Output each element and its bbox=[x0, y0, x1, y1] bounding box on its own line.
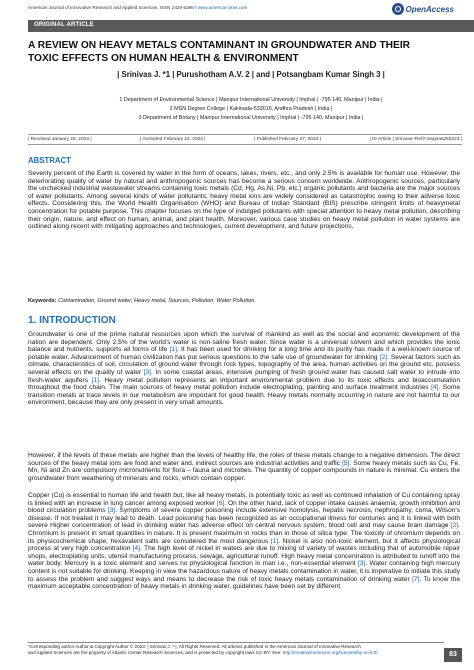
citation-link[interactable]: [5] bbox=[342, 459, 350, 467]
text-run: Groundwater is one of the prime natural resources upon which the survival of mankind as well as the social and economic development of the nation are dependent. Only 2.5% of the world's water is non-saline fresh water. Since water is a universal solvent and which provides the ionic balance and nutrients, supports all forms of life bbox=[28, 331, 460, 354]
intro-paragraph-3 bbox=[28, 492, 460, 591]
author-list: | Srinivas J. *1 | Purushotham A.V. 2 | and | Potsangbam Kumar Singh 3 | bbox=[117, 70, 385, 79]
footer-line-2 bbox=[28, 650, 444, 656]
text-run: . On the other hand, lack of copper intake causes anaemia, growth inhibition and blood circulation problems bbox=[28, 499, 460, 515]
text-run: . The high level of nickel in waters are due to mixing of variety of wastes including that of automobile repair shops, electroplating units, utensil manufacturing process, sewage, agricultural runoff. High heavy metal concentration is attributed to runoff into the water body. Mercury is a toxic element and serves no physiological function in man i.e., non-essential element bbox=[28, 545, 460, 568]
text-run: Copper (Cu) is essential to human life and health but, like all heavy metals, is potentially toxic as well as continued inhalation of Cu containing spray is linked with an increase in lung cancer among exposed worker bbox=[28, 492, 460, 507]
article-type-banner bbox=[28, 20, 474, 32]
citation-link[interactable]: [2] bbox=[379, 353, 387, 361]
affiliation-3: 3 Department of Botany | Manipur International University | Imphal | -795 140, Manipur | India | bbox=[138, 115, 364, 121]
article-id: | ID Article | Srinivas–Ref2-16ajiras260223 | bbox=[369, 137, 462, 142]
footer-line-1: *Corresponding author Author & Copyright Author © 2023: | Srinivas J. * |. All Rights Reserved. All articles published in the American Journal of Innovative Research bbox=[28, 644, 361, 649]
keywords bbox=[28, 298, 460, 304]
text-run: . Heavy metal pollution represents an important environmental problem due to its toxic effects and bioaccumulation throughout the food chain. The main sources of heavy metal pollution include electroplating, painting and surface treatment industries bbox=[28, 376, 460, 392]
page-number: 83 bbox=[444, 648, 462, 662]
received-date: | Received January 26, 2023 | bbox=[28, 137, 92, 142]
citation-link[interactable]: [6] bbox=[216, 499, 225, 507]
citation-link[interactable]: [3] bbox=[357, 560, 366, 568]
text-run: . Some transition metals at trace levels in our metabolism are important for good health. Heavy metals normally occurring in nature are not harmful to our environment, because they are only present in very small amounts. bbox=[28, 384, 461, 407]
citation-link[interactable]: [3] bbox=[143, 368, 152, 376]
text-run: . bbox=[377, 649, 379, 655]
citation-link[interactable]: [4] bbox=[132, 545, 141, 553]
article-type-label: ORIGINAL ARTICLE bbox=[34, 22, 94, 28]
abstract-text: Seventy percent of the Earth is covered by water in the form of oceans, lakes, rivers, etc., and only 2.5% is available for human use. However, the deteriorating quality of water by natural and anthropogenic sources has become a serious concern worldwide. Anthropogenic sources, particularly the unchecked industrial wastewater streams containing toxic metals (Cd, Hg, As,Ni, Pb, etc.) organic pollutants and bacteria are the major sources of water pollutants. Among several kinds of water pollutants, heavy metal ions are widely considered as catastrophic owing to their adverse toxic effects. Considering this, the World Health Organisation (WHO) and Bureau of Indian Standard (BIS) prescribe stringent limits of heavymetal concentration for potable purpose. This chapter focuses on the type of indulged pollutants with special attention to heavy metal pollution, describing their origin, nature, and effect on human, animal, and plant health. Moreover, various case studies on heavy metal pollution in water systems are outlined along recent with mitigating approaches and technologies, current development, and future projections. bbox=[28, 170, 460, 231]
journal-url-link[interactable]: www.american-jiras.com bbox=[197, 5, 248, 10]
citation-link[interactable]: [1] bbox=[169, 346, 177, 354]
text-run: . To know the maximum acceptable concentration of heavy metals in drinking water, guidelines have been set by different bbox=[28, 575, 460, 591]
open-access-logo bbox=[392, 3, 454, 15]
intro-paragraph-1 bbox=[28, 331, 460, 407]
text-run: . Several factors such as climate, characteristics of soil, circulation of ground water through rock types, topography of the area, human activities on the ground etc. possess several effects on the quality of water bbox=[28, 353, 461, 376]
paper-title: A REVIEW ON HEAVY METALS CONTAMINANT IN GROUNDWATER AND THEIR TOXIC EFFECTS ON HUMAN HEALTH & ENVIRONMENT bbox=[28, 40, 411, 64]
open-access-icon bbox=[392, 3, 404, 15]
license-link[interactable]: http://creativecommons.org/licenses/by-nc/4.0/ bbox=[282, 649, 378, 655]
keywords-label: Keywords: bbox=[28, 298, 57, 304]
text-run: . Water containing high mercury content is not suitable for drinking. Keeping in view the hazardous nature of heavy metals contamination in water, it is imperative to initiate this study to assess the problem and suggest ways and means to decrease the risk of toxic heavy metals contamination of drinking water bbox=[28, 560, 460, 583]
text-run: and Applied Sciences are the property of Atlantic Center Research Sciences, and is protected by copyright laws CC-BY. See: bbox=[28, 649, 283, 655]
article-dates-bar bbox=[28, 134, 462, 145]
text-run: . Some heavy metals such as Cu, Fe, Mn, Ni and Zn are compulsory micronutrients for flora – fauna and microbes. The quantity of copper compounds in nature is minimal. Cu enters the groundwater from weathering of minerals and rocks, which contain copper. bbox=[28, 459, 460, 482]
published-date: | Published February 27, 2023 | bbox=[254, 137, 321, 142]
affiliation-1: 1 Department of Environmental Science | Manipur International University | Imphal | -795 140, Manipur | India | bbox=[119, 97, 383, 103]
abstract-heading: ABSTRACT bbox=[28, 156, 71, 165]
logo-text: OpenAccess bbox=[405, 4, 454, 14]
keywords-list: Contamination, Ground water, Heavy metal, Sources, Pollution, Water Pollution. bbox=[56, 298, 256, 304]
text-run: . Chromium is present in small quantities in nature. It is present maximum in rocks than in those of silica type. The toxicity of chromium depends on its physicochemical shape; hexavalent salts are considered the most dangerous bbox=[28, 522, 460, 545]
citation-link[interactable]: [1] bbox=[91, 376, 99, 384]
citation-link[interactable]: [4] bbox=[431, 384, 439, 392]
footer-note bbox=[28, 644, 444, 655]
text-run: . Symptoms of severe copper poisoning include extensive homolysis, hepatic necrosis, nephropathy, coma, Wilson's disease. If not treated it may lead to death. Lead poisoning has been recognized as an occupational illness for centuries and it is linked with both severe Higher concentration of lead in drinking water has adverse effect on central nervous system, blood cell and may cause brain damage bbox=[28, 507, 460, 530]
intro-paragraph-2 bbox=[28, 452, 460, 482]
text-run: . Nickel is also non-toxic element, but it affects physiological process at very high concentration bbox=[28, 537, 460, 553]
journal-header bbox=[28, 5, 247, 10]
footer-divider bbox=[28, 642, 444, 643]
citation-link[interactable]: [2] bbox=[450, 522, 459, 530]
text-run: . In some coastal areas, intensive pumping of fresh ground water has caused salt water to intrude into fresh-water aquifers bbox=[28, 368, 460, 384]
affiliation-2: 2 MSN Degree College | Kakinada-533016, Andhra Pradesh | India | bbox=[169, 106, 333, 112]
citation-link[interactable]: [7] bbox=[412, 575, 420, 583]
citation-link[interactable]: [3] bbox=[107, 507, 116, 515]
journal-name: American Journal of Innovative Research and Applied Sciences. ISSN 2429-5396 I bbox=[28, 5, 197, 10]
citation-link[interactable]: [1] bbox=[270, 537, 279, 545]
text-run: However, if the levels of these metals are higher than the levels of healthy life, the roles of these metals change to a negative dimension. The direct sources of the heavy metal ions are food and water and, indirect sources are industrial activities and traffic bbox=[28, 452, 460, 467]
introduction-heading: 1. INTRODUCTION bbox=[28, 315, 116, 326]
accepted-date: | Accepted February 22, 2023 | bbox=[140, 137, 206, 142]
text-run: . It has been used for drinking for a long time and its purity has made it a well-known source of potable water. Advancement of human civilization has put serious questions to the safe use of groundwater for drinking bbox=[28, 346, 460, 361]
